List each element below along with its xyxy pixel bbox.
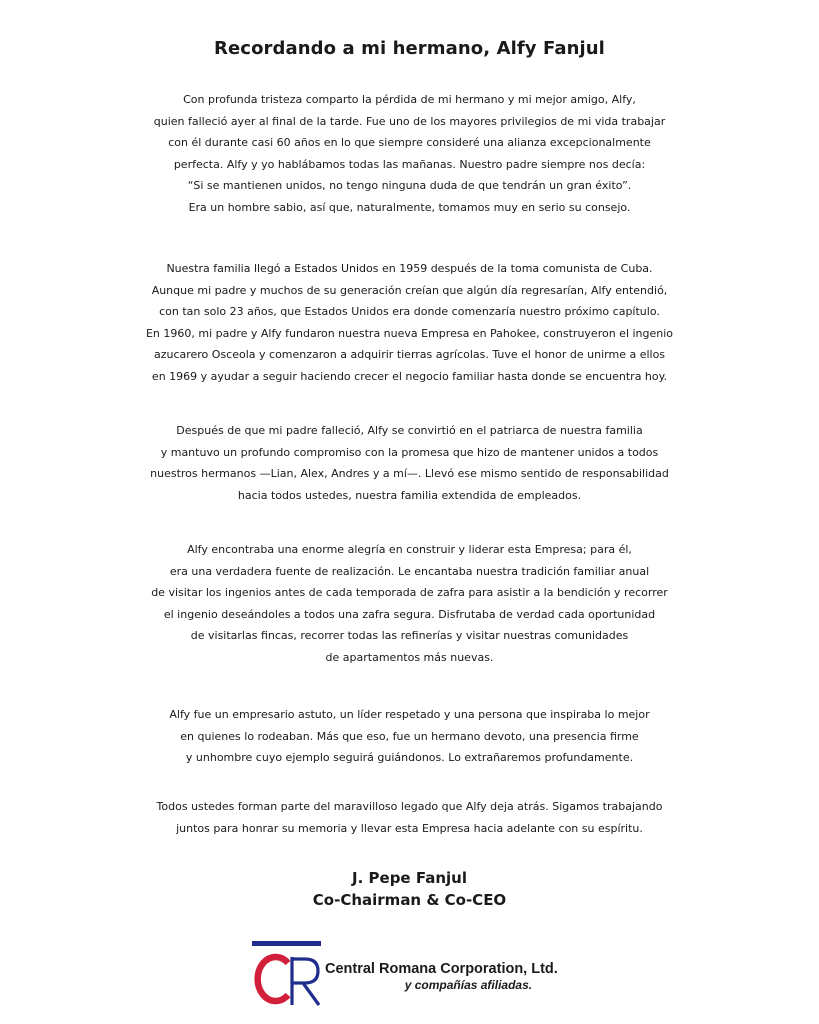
paragraph-line: y mantuvo un profundo compromiso con la promesa que hizo de mantener unidos a todos bbox=[160, 445, 659, 459]
company-logo bbox=[252, 941, 582, 1011]
paragraph-line: Todos ustedes forman parte del maravilloso legado que Alfy deja atrás. Sigamos trabajando bbox=[156, 800, 663, 813]
paragraph-line: con él durante casi 60 años en lo que siempre consideré una alianza excepcionalmente bbox=[168, 136, 651, 149]
paragraph-line: en 1969 y ayudar a seguir haciendo crecer el negocio familiar hasta donde se encuentra hoy. bbox=[151, 369, 668, 383]
paragraph-1 bbox=[0, 89, 819, 218]
paragraph-line: Después de que mi padre falleció, Alfy se convirtió en el patriarca de nuestra familia bbox=[176, 424, 643, 437]
paragraph-line: “Si se mantienen unidos, no tengo ninguna duda de que tendrán un gran éxito”. bbox=[187, 179, 632, 192]
paragraph-line: el ingenio deseándoles a todos una zafra segura. Disfrutaba de verdad cada oportunidad bbox=[163, 607, 656, 621]
paragraph-line: Aunque mi padre y muchos de su generación creían que algún día regresarían, Alfy entendió, bbox=[151, 283, 668, 297]
paragraph-line: Con profunda tristeza comparto la pérdida de mi hermano y mi mejor amigo, Alfy, bbox=[183, 93, 636, 106]
signature-name: J. Pepe Fanjul bbox=[352, 869, 467, 887]
company-name: Central Romana Corporation, Ltd. bbox=[325, 961, 558, 977]
letter-title: Recordando a mi hermano, Alfy Fanjul bbox=[214, 38, 605, 59]
paragraph-5 bbox=[0, 704, 819, 769]
paragraph-line: hacia todos ustedes, nuestra familia extendida de empleados. bbox=[237, 488, 582, 502]
paragraph-2 bbox=[0, 258, 819, 387]
paragraph-line: Era un hombre sabio, así que, naturalmente, tomamos muy en serio su consejo. bbox=[188, 200, 631, 214]
paragraph-line: de apartamentos más nuevas. bbox=[325, 650, 494, 664]
paragraph-line: En 1960, mi padre y Alfy fundaron nuestra nueva Empresa en Pahokee, construyeron el ingenio bbox=[145, 326, 674, 340]
signature-role: Co-Chairman & Co-CEO bbox=[312, 891, 507, 909]
paragraph-3 bbox=[0, 420, 819, 506]
paragraph-line: juntos para honrar su memoria y llevar esta Empresa hacia adelante con su espíritu. bbox=[176, 821, 643, 835]
paragraph-line: con tan solo 23 años, que Estados Unidos era donde comenzaría nuestro próximo capítulo. bbox=[159, 305, 660, 318]
paragraph-line: de visitar los ingenios antes de cada temporada de zafra para asistir a la bendición y recorrer bbox=[151, 586, 668, 599]
paragraph-line: Alfy encontraba una enorme alegría en construir y liderar esta Empresa; para él, bbox=[187, 543, 632, 556]
paragraph-line: quien falleció ayer al final de la tarde. Fue uno de los mayores privilegios de mi vida trabajar bbox=[153, 114, 666, 128]
paragraph-6 bbox=[0, 796, 819, 839]
paragraph-line: de visitarlas fincas, recorrer todas las refinerías y visitar nuestras comunidades bbox=[190, 629, 629, 642]
paragraph-line: era una verdadera fuente de realización. Le encantaba nuestra tradición familiar anual bbox=[169, 564, 650, 578]
paragraph-line: nuestros hermanos —Lian, Alex, Andres y a mí—. Llevó ese mismo sentido de responsabilidad bbox=[150, 467, 669, 480]
paragraph-line: azucarero Osceola y comenzaron a adquirir tierras agrícolas. Tuve el honor de unirme a ellos bbox=[153, 348, 666, 361]
company-subtitle: y compañías afiliadas. bbox=[404, 978, 533, 992]
paragraph-line: y unhombre cuyo ejemplo seguirá guiándonos. Lo extrañaremos profundamente. bbox=[185, 751, 634, 764]
cr-monogram-icon bbox=[252, 945, 327, 1009]
paragraph-line: Nuestra familia llegó a Estados Unidos en 1959 después de la toma comunista de Cuba. bbox=[166, 262, 653, 275]
paragraph-line: en quienes lo rodeaban. Más que eso, fue un hermano devoto, una presencia firme bbox=[180, 729, 639, 743]
paragraph-line: perfecta. Alfy y yo hablábamos todas las mañanas. Nuestro padre siempre nos decía: bbox=[173, 157, 646, 171]
paragraph-4 bbox=[0, 539, 819, 668]
paragraph-line: Alfy fue un empresario astuto, un líder respetado y una persona que inspiraba lo mejor bbox=[169, 708, 650, 721]
logo-text bbox=[325, 961, 558, 992]
signature-block bbox=[0, 867, 819, 911]
